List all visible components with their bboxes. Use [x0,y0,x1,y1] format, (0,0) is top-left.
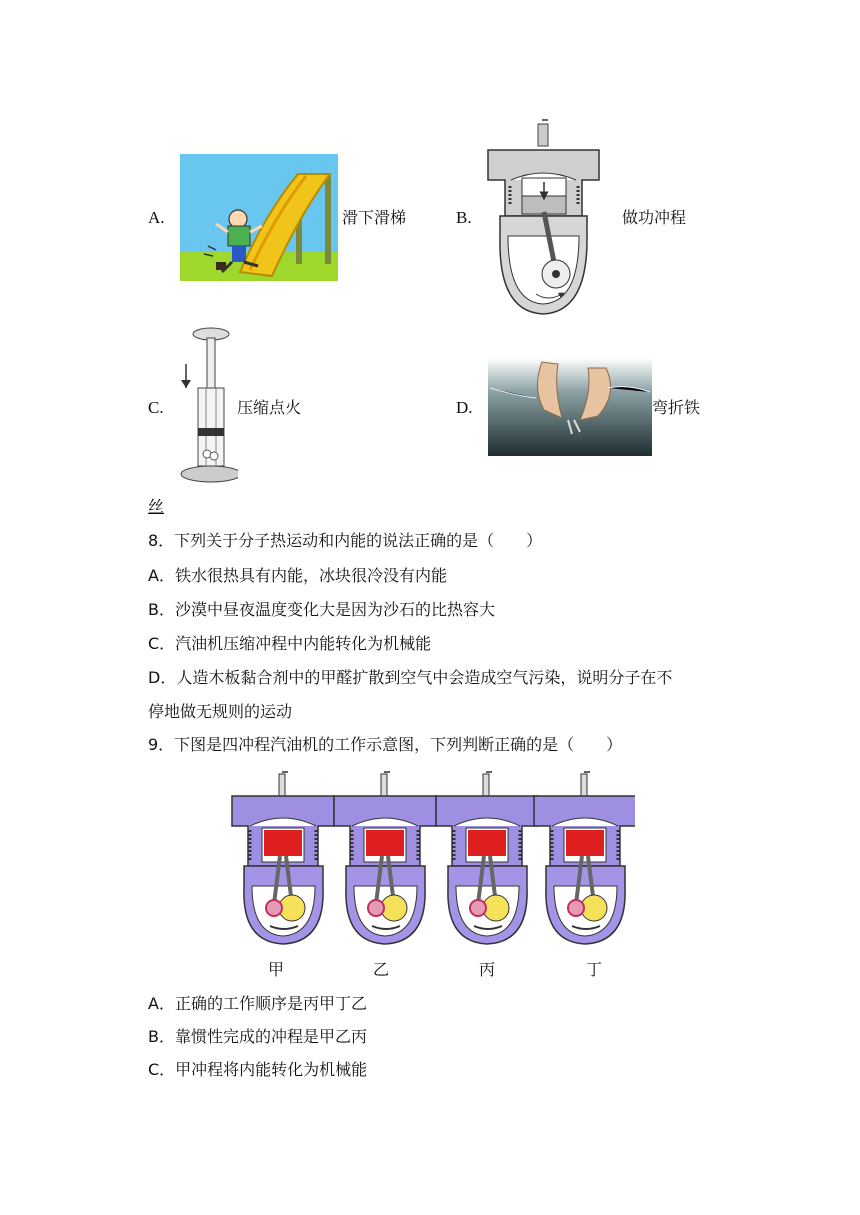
question-9-option-a: A．正确的工作顺序是丙甲丁乙 [148,994,367,1013]
question-8-option-d-cont: 停地做无规则的运动 [148,702,293,721]
engine-power-stroke-image [486,116,601,318]
question-8-option-d: D．人造木板黏合剂中的甲醛扩散到空气中会造成空气污染，说明分子在不 [148,668,673,687]
option-c-caption: 压缩点火 [237,398,302,417]
bend-wire-image [488,358,652,456]
option-b-letter: B. [456,208,472,227]
question-8-option-b: B．沙漠中昼夜温度变化大是因为沙石的比热容大 [148,600,495,619]
question-8-stem: 8．下列关于分子热运动和内能的说法正确的是（ ） [148,531,543,550]
option-d-caption-wrap: 丝 [148,497,165,516]
question-9-option-b: B．靠惯性完成的冲程是甲乙丙 [148,1027,367,1046]
engine-label-bing: 丙 [479,960,496,979]
engine-label-ding: 丁 [586,960,603,979]
question-9-option-c: C．甲冲程将内能转化为机械能 [148,1060,368,1079]
four-stroke-engine-diagram [230,770,635,946]
fire-syringe-image [176,324,238,486]
option-d-letter: D. [456,398,473,417]
option-b-caption: 做功冲程 [622,208,687,227]
question-8-option-c: C．汽油机压缩冲程中内能转化为机械能 [148,634,432,653]
option-a-caption: 滑下滑梯 [342,208,407,227]
option-c-letter: C. [148,398,164,417]
engine-label-jia: 甲 [268,960,285,979]
question-9-stem: 9．下图是四冲程汽油机的工作示意图，下列判断正确的是（ ） [148,735,623,754]
option-d-caption: 弯折铁 [652,398,701,417]
question-8-option-a: A．铁水很热具有内能，冰块很冷没有内能 [148,566,447,585]
option-a-letter: A. [148,208,165,227]
slide-image [180,154,338,281]
engine-label-yi: 乙 [373,960,390,979]
